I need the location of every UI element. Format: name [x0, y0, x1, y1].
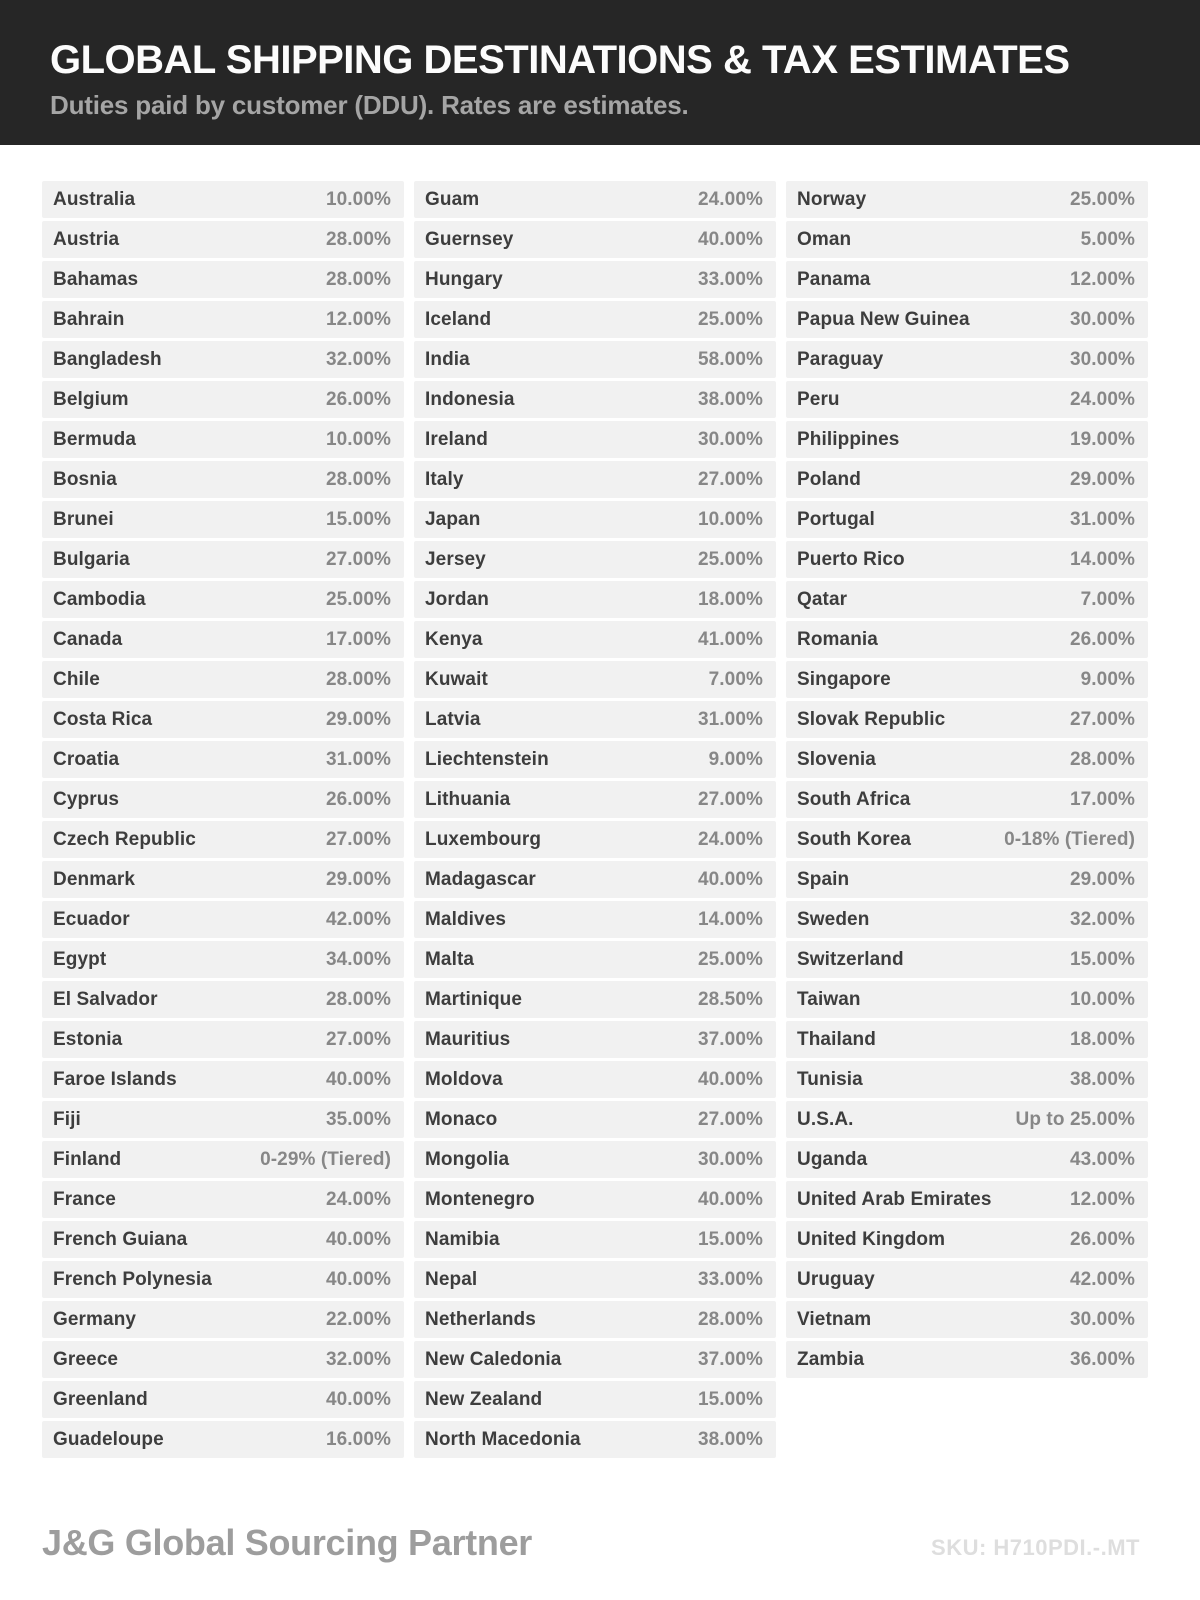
country-name: Cyprus: [53, 788, 120, 810]
rate-row: [42, 821, 404, 858]
brand-name: J&G Global Sourcing Partner: [42, 1522, 532, 1563]
tax-rate: 31.00%: [1069, 508, 1135, 530]
rate-row: [414, 381, 776, 418]
rate-row: [786, 861, 1148, 898]
rate-row: [42, 621, 404, 658]
tax-rate: 42.00%: [1069, 1268, 1135, 1290]
tax-rate: 36.00%: [1069, 1348, 1135, 1370]
country-name: Croatia: [53, 748, 120, 770]
tax-rate: 26.00%: [325, 788, 391, 810]
country-name: Sweden: [797, 908, 870, 930]
tax-rate: 28.50%: [697, 988, 763, 1010]
country-name: Guadeloupe: [53, 1428, 164, 1450]
rate-row: [786, 1261, 1148, 1298]
rate-row: [42, 1141, 404, 1178]
country-name: U.S.A.: [797, 1108, 854, 1130]
tax-rate: 7.00%: [708, 668, 763, 690]
tax-rate: 25.00%: [697, 548, 763, 570]
country-name: Switzerland: [797, 948, 904, 970]
country-name: Kuwait: [425, 668, 488, 690]
rate-row: [786, 341, 1148, 378]
rate-row: [42, 1341, 404, 1378]
rate-row: [42, 501, 404, 538]
rate-row: [414, 1261, 776, 1298]
rate-row: [42, 421, 404, 458]
tax-rate: 24.00%: [1069, 388, 1135, 410]
tax-rate: 25.00%: [697, 308, 763, 330]
rates-column-3: [786, 181, 1148, 1461]
country-name: Monaco: [425, 1108, 498, 1130]
rate-row: [414, 541, 776, 578]
tax-rate: 15.00%: [1069, 948, 1135, 970]
tax-rate: 0-18% (Tiered): [1004, 828, 1135, 850]
country-name: Papua New Guinea: [797, 308, 970, 330]
country-name: Madagascar: [425, 868, 536, 890]
country-name: Australia: [53, 188, 136, 210]
rate-row: [42, 1421, 404, 1458]
tax-rate: 10.00%: [1069, 988, 1135, 1010]
country-name: El Salvador: [53, 988, 158, 1010]
rate-row: [414, 501, 776, 538]
country-name: India: [425, 348, 470, 370]
country-name: Brunei: [53, 508, 114, 530]
tax-rate: 27.00%: [325, 548, 391, 570]
country-name: Fiji: [53, 1108, 81, 1130]
country-name: New Caledonia: [425, 1348, 562, 1370]
rate-row: [786, 1341, 1148, 1378]
country-name: Montenegro: [425, 1188, 535, 1210]
rate-row: [786, 981, 1148, 1018]
rate-row: [42, 541, 404, 578]
rate-row: [414, 1061, 776, 1098]
tax-rate: 25.00%: [1069, 188, 1135, 210]
rate-row: [786, 381, 1148, 418]
rate-row: [414, 981, 776, 1018]
tax-rate: 29.00%: [325, 708, 391, 730]
rate-row: [786, 901, 1148, 938]
rate-row: [42, 781, 404, 818]
tax-rate: 28.00%: [1069, 748, 1135, 770]
rate-row: [786, 1061, 1148, 1098]
rate-row: [414, 901, 776, 938]
tax-rate: 28.00%: [697, 1308, 763, 1330]
country-name: France: [53, 1188, 116, 1210]
tax-rate: 19.00%: [1069, 428, 1135, 450]
rate-row: [414, 1381, 776, 1418]
rate-row: [42, 261, 404, 298]
tax-rate: 15.00%: [697, 1228, 763, 1250]
country-name: Bahrain: [53, 308, 125, 330]
country-name: Malta: [425, 948, 475, 970]
tax-rate: 30.00%: [697, 1148, 763, 1170]
country-name: Egypt: [53, 948, 107, 970]
rate-row: [42, 941, 404, 978]
rate-row: [786, 1221, 1148, 1258]
rate-row: [42, 661, 404, 698]
country-name: Uganda: [797, 1148, 868, 1170]
rate-row: [786, 461, 1148, 498]
tax-rate: 12.00%: [325, 308, 391, 330]
country-name: Jordan: [425, 588, 489, 610]
tax-rate: 9.00%: [708, 748, 763, 770]
rate-row: [414, 741, 776, 778]
country-name: Maldives: [425, 908, 507, 930]
country-name: Portugal: [797, 508, 875, 530]
rate-row: [414, 1301, 776, 1338]
country-name: Netherlands: [425, 1308, 536, 1330]
tax-rate: 25.00%: [325, 588, 391, 610]
tax-rate: 17.00%: [1069, 788, 1135, 810]
tax-rate: 27.00%: [697, 468, 763, 490]
country-name: Bermuda: [53, 428, 137, 450]
country-name: Indonesia: [425, 388, 515, 410]
rate-row: [786, 181, 1148, 218]
rate-row: [414, 581, 776, 618]
tax-rate: 10.00%: [325, 188, 391, 210]
rate-row: [414, 301, 776, 338]
tax-rate: 26.00%: [1069, 628, 1135, 650]
rate-row: [414, 1341, 776, 1378]
tax-rate: 30.00%: [1069, 1308, 1135, 1330]
tax-rate: 40.00%: [697, 1068, 763, 1090]
country-name: Greenland: [53, 1388, 148, 1410]
country-name: Germany: [53, 1308, 137, 1330]
country-name: Thailand: [797, 1028, 876, 1050]
tax-rate: 16.00%: [325, 1428, 391, 1450]
tax-rate: 34.00%: [325, 948, 391, 970]
country-name: Mongolia: [425, 1148, 510, 1170]
country-name: Poland: [797, 468, 861, 490]
country-name: Uruguay: [797, 1268, 875, 1290]
rate-row: [42, 301, 404, 338]
country-name: Austria: [53, 228, 120, 250]
tax-rate: 17.00%: [325, 628, 391, 650]
tax-rate: Up to 25.00%: [1015, 1108, 1135, 1130]
tax-rate: 9.00%: [1080, 668, 1135, 690]
rate-row: [42, 741, 404, 778]
country-name: Taiwan: [797, 988, 861, 1010]
rate-row: [414, 1181, 776, 1218]
tax-rate: 14.00%: [697, 908, 763, 930]
country-name: Singapore: [797, 668, 891, 690]
country-name: Bangladesh: [53, 348, 162, 370]
rate-row: [786, 421, 1148, 458]
country-name: Guernsey: [425, 228, 514, 250]
country-name: United Arab Emirates: [797, 1188, 992, 1210]
tax-rate: 38.00%: [697, 1428, 763, 1450]
country-name: Bahamas: [53, 268, 139, 290]
rate-row: [414, 1141, 776, 1178]
rate-row: [414, 621, 776, 658]
country-name: Estonia: [53, 1028, 123, 1050]
country-name: Mauritius: [425, 1028, 511, 1050]
rate-row: [786, 741, 1148, 778]
country-name: Nepal: [425, 1268, 478, 1290]
country-name: Luxembourg: [425, 828, 542, 850]
rate-row: [786, 781, 1148, 818]
tax-rate: 28.00%: [325, 228, 391, 250]
rate-row: [42, 1221, 404, 1258]
tax-rate: 35.00%: [325, 1108, 391, 1130]
country-name: Vietnam: [797, 1308, 872, 1330]
sku-label: SKU: H710PDI.-.MT: [931, 1535, 1140, 1560]
tax-rate: 28.00%: [325, 988, 391, 1010]
rate-row: [414, 221, 776, 258]
tax-rate: 0-29% (Tiered): [260, 1148, 391, 1170]
rate-row: [786, 1141, 1148, 1178]
tax-rate: 5.00%: [1080, 228, 1135, 250]
tax-rate: 40.00%: [697, 1188, 763, 1210]
tax-rate: 27.00%: [697, 788, 763, 810]
tax-rate: 29.00%: [1069, 468, 1135, 490]
country-name: Czech Republic: [53, 828, 196, 850]
country-name: Japan: [425, 508, 481, 530]
tax-rate: 31.00%: [697, 708, 763, 730]
rate-row: [786, 701, 1148, 738]
country-name: Canada: [53, 628, 123, 650]
country-name: Romania: [797, 628, 878, 650]
tax-rate: 10.00%: [325, 428, 391, 450]
country-name: Puerto Rico: [797, 548, 905, 570]
rate-row: [42, 1381, 404, 1418]
rate-row: [786, 541, 1148, 578]
country-name: Costa Rica: [53, 708, 153, 730]
rate-row: [42, 861, 404, 898]
country-name: Oman: [797, 228, 852, 250]
page-header: [0, 0, 1200, 145]
country-name: Tunisia: [797, 1068, 863, 1090]
rate-row: [414, 261, 776, 298]
rate-row: [786, 501, 1148, 538]
rate-row: [786, 221, 1148, 258]
page-footer: [42, 1522, 1140, 1564]
tax-rate: 40.00%: [325, 1068, 391, 1090]
rate-row: [414, 1421, 776, 1458]
rate-row: [42, 901, 404, 938]
rate-row: [42, 1101, 404, 1138]
tax-rate: 58.00%: [697, 348, 763, 370]
country-name: South Korea: [797, 828, 912, 850]
tax-rate: 24.00%: [697, 188, 763, 210]
rate-row: [42, 981, 404, 1018]
country-name: Zambia: [797, 1348, 865, 1370]
country-name: Iceland: [425, 308, 492, 330]
tax-rate: 40.00%: [697, 228, 763, 250]
rate-row: [786, 1301, 1148, 1338]
country-name: North Macedonia: [425, 1428, 581, 1450]
country-name: Philippines: [797, 428, 900, 450]
rate-row: [42, 1061, 404, 1098]
country-name: Faroe Islands: [53, 1068, 177, 1090]
shipping-rates-table: [42, 181, 1148, 1461]
tax-rate: 26.00%: [1069, 1228, 1135, 1250]
country-name: Namibia: [425, 1228, 500, 1250]
country-name: Slovenia: [797, 748, 876, 770]
rate-row: [414, 781, 776, 818]
tax-rate: 24.00%: [697, 828, 763, 850]
tax-rate: 27.00%: [1069, 708, 1135, 730]
rates-column-1: [42, 181, 404, 1461]
country-name: Denmark: [53, 868, 136, 890]
country-name: Italy: [425, 468, 464, 490]
tax-rate: 43.00%: [1069, 1148, 1135, 1170]
rate-row: [42, 1301, 404, 1338]
country-name: Liechtenstein: [425, 748, 549, 770]
tax-rate: 30.00%: [1069, 308, 1135, 330]
rate-row: [414, 701, 776, 738]
country-name: Spain: [797, 868, 850, 890]
rate-row: [42, 381, 404, 418]
tax-rate: 40.00%: [325, 1388, 391, 1410]
rate-row: [42, 461, 404, 498]
tax-rate: 40.00%: [697, 868, 763, 890]
rate-row: [42, 701, 404, 738]
rate-row: [414, 861, 776, 898]
country-name: French Polynesia: [53, 1268, 212, 1290]
rate-row: [414, 941, 776, 978]
rate-row: [786, 621, 1148, 658]
tax-rate: 37.00%: [697, 1028, 763, 1050]
rate-row: [414, 181, 776, 218]
country-name: Bulgaria: [53, 548, 130, 570]
rate-row: [414, 341, 776, 378]
page-subtitle: Duties paid by customer (DDU). Rates are estimates.: [50, 90, 689, 120]
tax-rate: 41.00%: [697, 628, 763, 650]
tax-rate: 18.00%: [697, 588, 763, 610]
tax-rate: 40.00%: [325, 1268, 391, 1290]
rates-column-2: [414, 181, 776, 1461]
rate-row: [786, 941, 1148, 978]
tax-rate: 29.00%: [1069, 868, 1135, 890]
rate-row: [414, 1101, 776, 1138]
country-name: Qatar: [797, 588, 848, 610]
tax-rate: 38.00%: [1069, 1068, 1135, 1090]
tax-rate: 15.00%: [325, 508, 391, 530]
rate-row: [786, 821, 1148, 858]
tax-rate: 31.00%: [325, 748, 391, 770]
rate-row: [786, 661, 1148, 698]
tax-rate: 32.00%: [325, 1348, 391, 1370]
country-name: Bosnia: [53, 468, 117, 490]
country-name: Finland: [53, 1148, 122, 1170]
country-name: Ecuador: [53, 908, 130, 930]
rate-row: [42, 1021, 404, 1058]
country-name: New Zealand: [425, 1388, 543, 1410]
tax-rate: 38.00%: [697, 388, 763, 410]
rate-row: [42, 581, 404, 618]
rate-row: [42, 181, 404, 218]
rate-row: [414, 661, 776, 698]
country-name: Guam: [425, 188, 480, 210]
country-name: Panama: [797, 268, 871, 290]
page-title: GLOBAL SHIPPING DESTINATIONS & TAX ESTIMATES: [50, 38, 1070, 82]
rate-row: [414, 1221, 776, 1258]
tax-rate: 28.00%: [325, 668, 391, 690]
country-name: Jersey: [425, 548, 486, 570]
tax-rate: 28.00%: [325, 268, 391, 290]
rate-row: [414, 1021, 776, 1058]
country-name: Latvia: [425, 708, 481, 730]
country-name: French Guiana: [53, 1228, 188, 1250]
tax-rate: 32.00%: [325, 348, 391, 370]
country-name: South Africa: [797, 788, 911, 810]
country-name: Hungary: [425, 268, 503, 290]
tax-rate: 27.00%: [325, 828, 391, 850]
tax-rate: 10.00%: [697, 508, 763, 530]
tax-rate: 27.00%: [697, 1108, 763, 1130]
tax-rate: 25.00%: [697, 948, 763, 970]
tax-rate: 30.00%: [697, 428, 763, 450]
country-name: Greece: [53, 1348, 119, 1370]
tax-rate: 14.00%: [1069, 548, 1135, 570]
country-name: Cambodia: [53, 588, 146, 610]
tax-rate: 22.00%: [325, 1308, 391, 1330]
rate-row: [786, 1181, 1148, 1218]
tax-rate: 33.00%: [697, 268, 763, 290]
rate-row: [786, 261, 1148, 298]
rate-row: [786, 1021, 1148, 1058]
tax-rate: 18.00%: [1069, 1028, 1135, 1050]
rate-row: [42, 1181, 404, 1218]
tax-rate: 15.00%: [697, 1388, 763, 1410]
country-name: Paraguay: [797, 348, 884, 370]
tax-rate: 12.00%: [1069, 268, 1135, 290]
tax-rate: 24.00%: [325, 1188, 391, 1210]
tax-rate: 32.00%: [1069, 908, 1135, 930]
tax-rate: 7.00%: [1080, 588, 1135, 610]
rate-row: [786, 1101, 1148, 1138]
rate-row: [414, 461, 776, 498]
tax-rate: 40.00%: [325, 1228, 391, 1250]
rate-row: [42, 221, 404, 258]
tax-rate: 29.00%: [325, 868, 391, 890]
country-name: Belgium: [53, 388, 129, 410]
country-name: Peru: [797, 388, 840, 410]
tax-rate: 26.00%: [325, 388, 391, 410]
country-name: Lithuania: [425, 788, 511, 810]
country-name: Ireland: [425, 428, 488, 450]
rate-row: [786, 301, 1148, 338]
tax-rate: 12.00%: [1069, 1188, 1135, 1210]
tax-rate: 27.00%: [325, 1028, 391, 1050]
country-name: Kenya: [425, 628, 483, 650]
tax-rate: 28.00%: [325, 468, 391, 490]
tax-rate: 42.00%: [325, 908, 391, 930]
country-name: United Kingdom: [797, 1228, 946, 1250]
country-name: Martinique: [425, 988, 523, 1010]
country-name: Slovak Republic: [797, 708, 946, 730]
tax-rate: 33.00%: [697, 1268, 763, 1290]
country-name: Moldova: [425, 1068, 503, 1090]
rate-row: [42, 341, 404, 378]
rate-row: [786, 581, 1148, 618]
country-name: Chile: [53, 668, 100, 690]
rate-row: [42, 1261, 404, 1298]
rate-row: [414, 821, 776, 858]
tax-rate: 37.00%: [697, 1348, 763, 1370]
rate-row: [414, 421, 776, 458]
tax-rate: 30.00%: [1069, 348, 1135, 370]
country-name: Norway: [797, 188, 867, 210]
